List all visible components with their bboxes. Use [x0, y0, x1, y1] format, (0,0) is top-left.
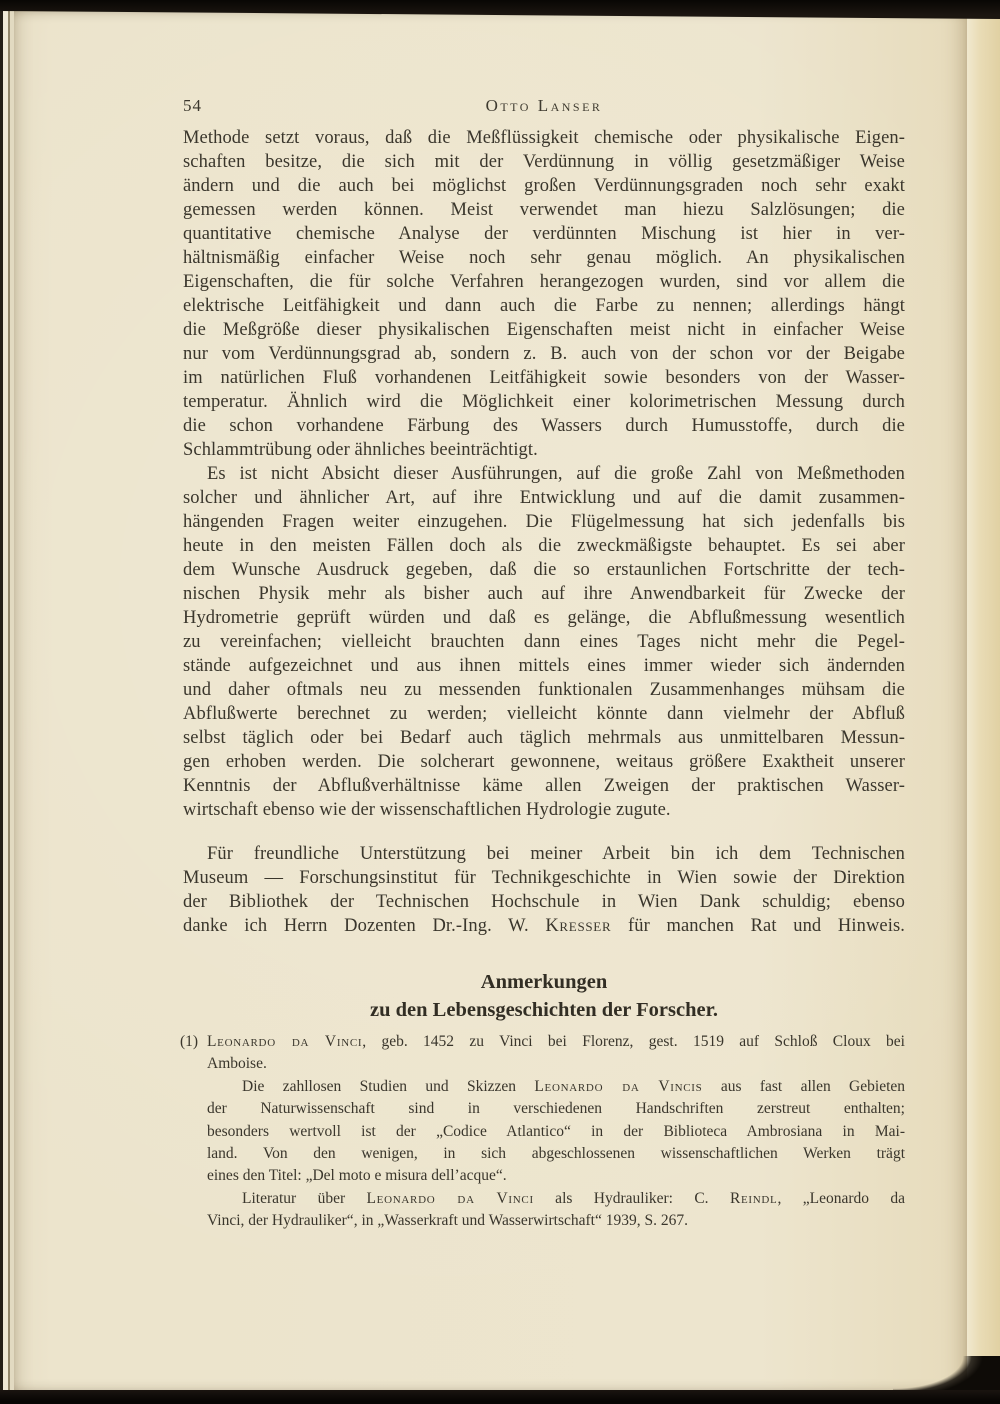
- text-line: Schlammtrübung oder ähnliches beeinträchtigt.: [183, 440, 538, 460]
- text-line: [207, 1188, 905, 1210]
- text-line: besonders wertvoll ist der „Codice Atlantico“ in der Biblioteca Ambrosiana in Mai-: [207, 1122, 905, 1140]
- notes-heading-line1: Anmerkungen: [480, 971, 608, 993]
- text-line: Für freundliche Unterstützung bei meiner Arbeit bin ich dem Technischen: [207, 844, 905, 864]
- text-line: gen erhoben werden. Die solcherart gewonnene, weitaus größere Exaktheit unserer: [183, 752, 905, 772]
- running-head: Otto Lanser: [485, 96, 603, 115]
- text-line: solcher und ähnlicher Art, auf ihre Entwicklung und auf die damit zusammen-: [183, 488, 905, 508]
- text-line: und daher oftmals neu zu messenden funktionalen Zusammenhanges mühsam die: [183, 680, 905, 700]
- text-line: Abflußwerte berechnet zu werden; vielleicht könnte dann vielmehr der Abfluß: [183, 704, 905, 724]
- text-line: dem Wunsche Ausdruck gegeben, daß die so erstaunlichen Fortschritte der tech-: [183, 560, 905, 580]
- text-segment: danke ich Herrn Dozenten Dr.-Ing. W.: [183, 916, 546, 936]
- page-number: 54: [183, 96, 202, 115]
- scan-shadow-bottom: [0, 1390, 1000, 1404]
- small-caps-name: Leonardo da Vincis: [534, 1077, 703, 1095]
- text-line: Kenntnis der Abflußverhältnisse käme allen Zweigen der praktischen Wasser-: [183, 776, 905, 796]
- footnote-1: [180, 1031, 906, 1233]
- text-line: land. Von den wenigen, in sich abgeschlossenen wissenschaftlichen Werken trägt: [207, 1145, 905, 1163]
- footnote-text: [207, 1031, 905, 1233]
- text-line: die Meßgröße dieser physikalischen Eigenschaften meist nicht in einfacher Weise: [183, 320, 905, 340]
- paragraph: [183, 126, 905, 462]
- text-line: wirtschaft ebenso wie der wissenschaftlichen Hydrologie zugute.: [183, 800, 671, 820]
- small-caps-name: Reindl: [729, 1189, 778, 1207]
- paragraph: [207, 1031, 905, 1076]
- small-caps-name: Leonardo da Vinci: [366, 1189, 534, 1207]
- text-line: zu vereinfachen; vielleicht brauchten dann eines Tages nicht mehr die Pegel-: [183, 632, 905, 652]
- book-page: [14, 9, 967, 1393]
- text-line: stände aufgezeichnet und aus ihnen mittels eines immer wieder sich ändernden: [183, 656, 905, 676]
- text-line: quantitative chemische Analyse der verdünnten Mischung ist hier in ver-: [183, 224, 905, 244]
- text-line: der Bibliothek der Technischen Hochschule in Wien Dank schuldig; ebenso: [183, 892, 905, 912]
- page-header: [183, 96, 905, 118]
- text-line: heute in den meisten Fällen doch als die zweckmäßigste behauptet. Es sei aber: [183, 536, 905, 556]
- text-line: nischen Physik mehr als bisher auch auf ihre Anwendbarkeit für Zwecke der: [183, 584, 905, 604]
- text-segment: Die zahllosen Studien und Skizzen: [242, 1077, 535, 1095]
- text-line: eines den Titel: „Del moto e misura dell’acque“.: [207, 1167, 507, 1185]
- notes-heading-line2: zu den Lebensgeschichten der Forscher.: [370, 999, 718, 1021]
- text-line: nur vom Verdünnungsgrad ab, sondern z. B. auch von der schon vor der Beigabe: [183, 344, 905, 364]
- paragraph: [183, 462, 905, 822]
- text-line: Eigenschaften, die für solche Verfahren herangezogen wurden, sind vor allem die: [183, 272, 905, 292]
- text-line: elektrische Leitfähigkeit und dann auch die Farbe zu nennen; allerdings hängt: [183, 296, 905, 316]
- text-line: [183, 914, 905, 938]
- small-caps-name: Kresser: [545, 916, 612, 936]
- text-line: die schon vorhandene Färbung des Wassers durch Humusstoffe, durch die: [183, 416, 905, 436]
- text-segment: , „Leonardo da: [777, 1189, 905, 1207]
- text-line: Hydrometrie geprüft würden und daß es gelänge, die Abflußmessung wesentlich: [183, 608, 905, 628]
- text-segment: aus fast allen Gebieten: [702, 1077, 906, 1095]
- text-line: schaften besitze, die sich mit der Verdünnung in völlig gesetzmäßiger Weise: [183, 152, 905, 172]
- text-line: der Naturwissenschaft sind in verschiedenen Handschriften zerstreut enthalten;: [207, 1100, 905, 1118]
- paragraph: [207, 1188, 905, 1233]
- text-segment: Literatur über: [242, 1189, 367, 1207]
- text-segment: für manchen Rat und Hinweis.: [611, 916, 905, 936]
- text-segment: , geb. 1452 zu Vinci bei Florenz, gest. 1519 auf Schloß Cloux bei: [362, 1033, 905, 1050]
- paragraph: [207, 1076, 905, 1188]
- notes-heading: [183, 968, 905, 1024]
- text-line: Methode setzt voraus, daß die Meßflüssigkeit chemische oder physikalische Eigen-: [183, 128, 905, 148]
- text-segment: als Hydrauliker: C.: [533, 1189, 730, 1207]
- text-line: [207, 1076, 905, 1098]
- text-line: Museum — Forschungsinstitut für Technikgeschichte in Wien sowie der Direktion: [183, 868, 905, 888]
- page-body: [180, 126, 906, 1233]
- text-line: ändern und die auch bei möglichst großen Verdünnungsgraden noch sehr exakt: [183, 176, 905, 196]
- text-line: Amboise.: [207, 1055, 267, 1073]
- body-text: [183, 126, 905, 938]
- paragraph: [183, 842, 905, 938]
- adjacent-page-edge: [964, 14, 1000, 1386]
- text-line: Es ist nicht Absicht dieser Ausführungen, auf die große Zahl von Meßmethoden: [207, 464, 905, 484]
- small-caps-name: Leonardo da Vinci: [207, 1033, 363, 1050]
- footnote-marker: (1): [180, 1033, 199, 1050]
- text-line: Vinci, der Hydrauliker“, in „Wasserkraft und Wasserwirtschaft“ 1939, S. 267.: [207, 1212, 688, 1230]
- text-line: [207, 1031, 905, 1053]
- text-line: hängenden Fragen weiter einzugehen. Die Flügelmessung hat sich jedenfalls bis: [183, 512, 905, 532]
- text-line: gemessen werden können. Meist verwendet man hiezu Salzlösungen; die: [183, 200, 905, 220]
- text-line: selbst täglich oder bei Bedarf auch täglich mehrmals aus unmittelbaren Messun-: [183, 728, 905, 748]
- text-line: hältnismäßig einfacher Weise noch sehr genau möglich. An physikalischen: [183, 248, 905, 268]
- text-line: im natürlichen Fluß vorhandenen Leitfähigkeit sowie besonders von der Wasser-: [183, 368, 905, 388]
- text-line: temperatur. Ähnlich wird die Möglichkeit einer kolorimetrischen Messung durch: [183, 392, 905, 412]
